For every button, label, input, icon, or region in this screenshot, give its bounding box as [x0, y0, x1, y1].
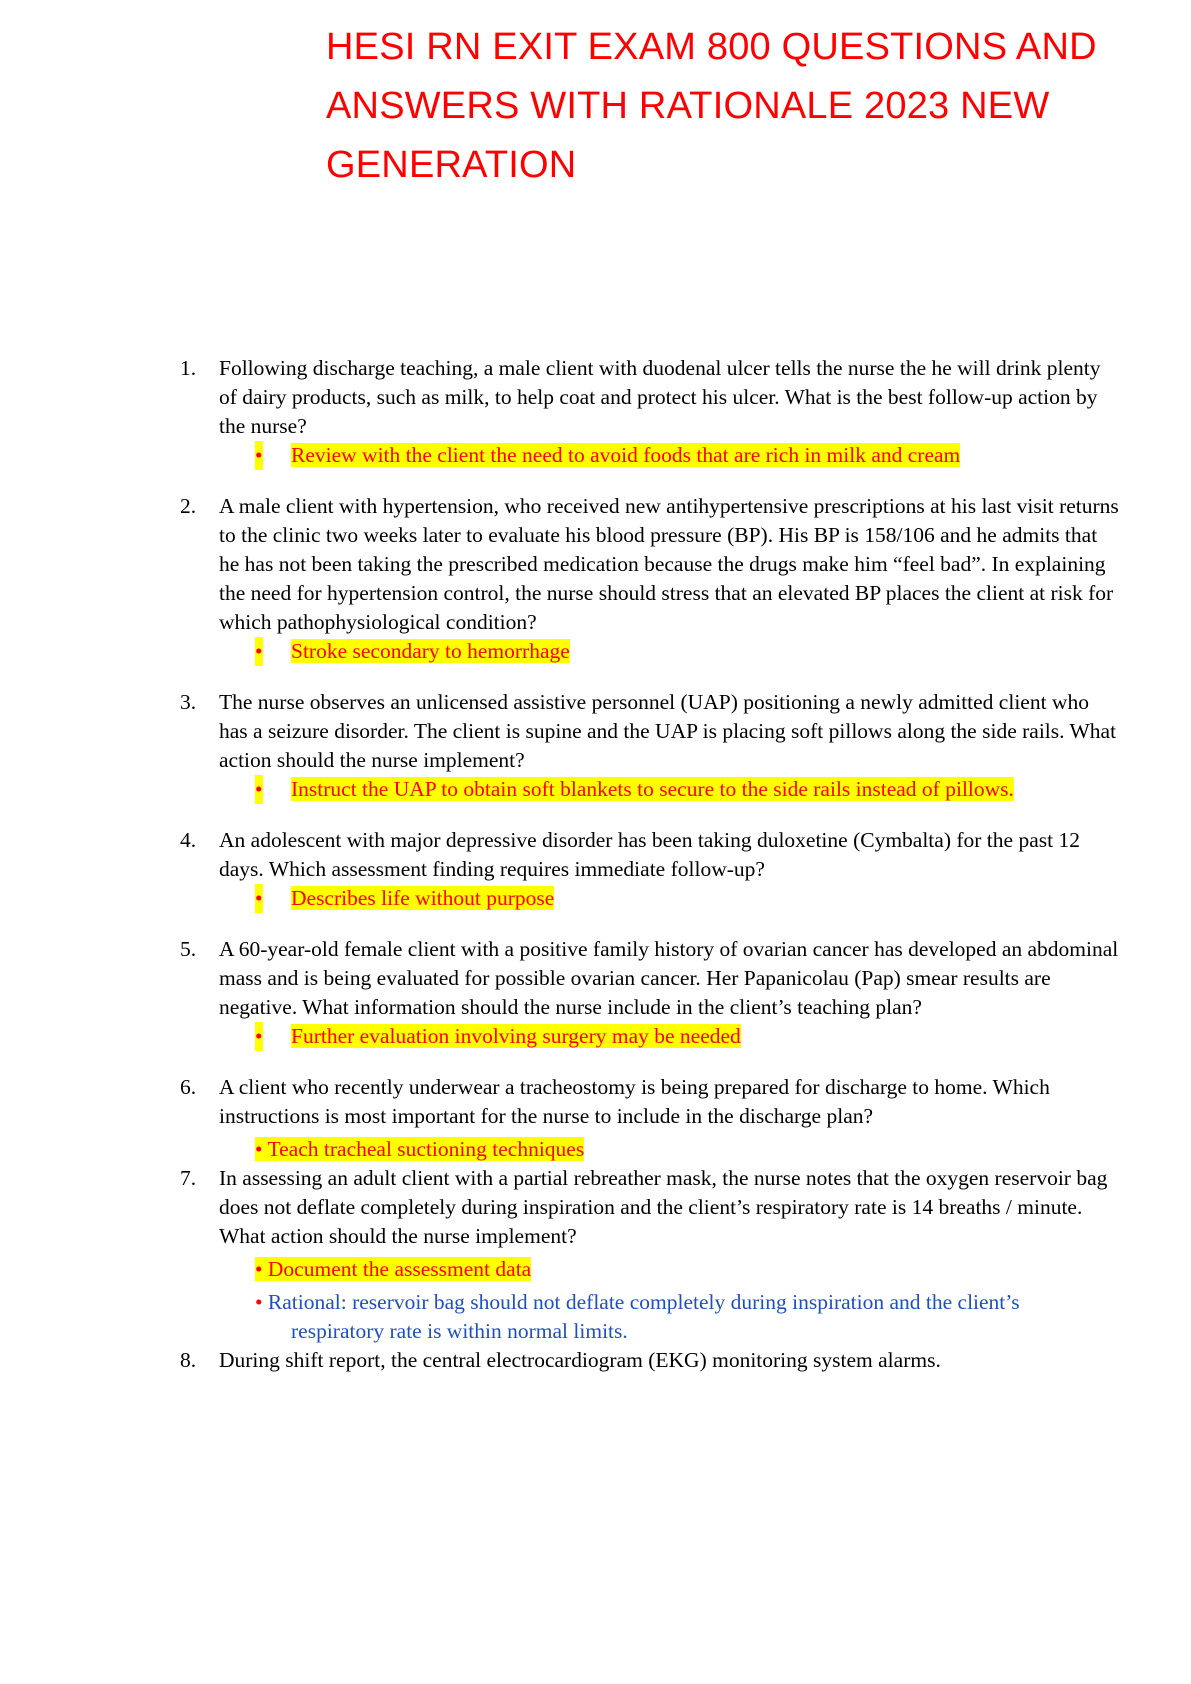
question-list: [180, 354, 1120, 1375]
question-item: [180, 1164, 1120, 1251]
question-number: 5.: [180, 937, 197, 961]
answer-bullet: •: [255, 775, 263, 804]
answer-text: Review with the client the need to avoid foods that are rich in milk and cream: [291, 443, 961, 467]
title-line-3: GENERATION: [326, 144, 577, 186]
question-text: During shift report, the central electrocardiogram (EKG) monitoring system alarms.: [219, 1348, 941, 1372]
answer-item: [255, 775, 1120, 804]
question-text: An adolescent with major depressive disorder has been taking duloxetine (Cymbalta) for the past 12 days. Which assessment finding requires immediate follow-up?: [219, 828, 1080, 881]
rationale-bullet: •: [255, 1290, 263, 1314]
question-item: [180, 826, 1120, 884]
answer-text: Further evaluation involving surgery may be needed: [291, 1024, 741, 1048]
question-text: A 60-year-old female client with a positive family history of ovarian cancer has developed an abdominal mass and is being evaluated for possible ovarian cancer. Her Papanicolau (Pap) smear results are negative. What information should the nurse include in the client’s teaching plan?: [219, 937, 1119, 1019]
answer-item: [255, 441, 1120, 470]
answer-bullet: •: [255, 1022, 263, 1051]
question-number: 6.: [180, 1075, 197, 1099]
answer-text: Instruct the UAP to obtain soft blankets to secure to the side rails instead of pillows.: [291, 777, 1014, 801]
title-line-2: ANSWERS WITH RATIONALE 2023 NEW: [326, 85, 1050, 127]
question-item: [180, 1073, 1120, 1131]
answer-item: [255, 1022, 1120, 1051]
rationale-text-line-1: Rational: reservoir bag should not deflate completely during inspiration and the client’s: [267, 1290, 1020, 1314]
answer-text: Stroke secondary to hemorrhage: [291, 639, 570, 663]
question-item: [180, 935, 1120, 1022]
answer-item: [255, 884, 1120, 913]
answer-text: • Document the assessment data: [255, 1257, 532, 1281]
question-number: 2.: [180, 494, 197, 518]
title-line-1: HESI RN EXIT EXAM 800 QUESTIONS AND: [326, 26, 1097, 68]
question-number: 4.: [180, 828, 197, 852]
question-number: 3.: [180, 690, 197, 714]
answer-item: [255, 1135, 1120, 1164]
question-number: 8.: [180, 1348, 197, 1372]
question-text: A male client with hypertension, who received new antihypertensive prescriptions at his last visit returns to the clinic two weeks later to evaluate his blood pressure (BP). His BP is 158/106 and he admits that he has not been taking the prescribed medication because the drugs make him “feel bad”. In explaining the need for hypertension control, the nurse should stress that an elevated BP places the client at risk for which pathophysiological condition?: [219, 494, 1119, 634]
answer-bullet: •: [255, 441, 263, 470]
question-text: In assessing an adult client with a partial rebreather mask, the nurse notes that the oxygen reservoir bag does not deflate completely during inspiration and the client’s respiratory rate is 14 breaths / minute. What action should the nurse implement?: [219, 1166, 1108, 1248]
rationale-text-line-2: respiratory rate is within normal limits.: [291, 1319, 628, 1343]
answer-item: [255, 637, 1120, 666]
question-number: 7.: [180, 1166, 197, 1190]
answer-item: [255, 1255, 1120, 1284]
question-item: [180, 354, 1120, 441]
question-item: [180, 688, 1120, 775]
question-text: Following discharge teaching, a male client with duodenal ulcer tells the nurse the he will drink plenty of dairy products, such as milk, to help coat and protect his ulcer. What is the best follow-up action by the nurse?: [219, 356, 1101, 438]
question-number: 1.: [180, 356, 197, 380]
answer-text: • Teach tracheal suctioning techniques: [255, 1137, 585, 1161]
question-item: [180, 492, 1120, 637]
answer-bullet: •: [255, 884, 263, 913]
answer-text: Describes life without purpose: [291, 886, 555, 910]
document-title: [326, 18, 1146, 195]
question-text: The nurse observes an unlicensed assistive personnel (UAP) positioning a newly admitted client who has a seizure disorder. The client is supine and the UAP is placing soft pillows along the side rails. What action should the nurse implement?: [219, 690, 1117, 772]
answer-bullet: •: [255, 637, 263, 666]
rationale-item: [255, 1288, 1120, 1346]
question-text: A client who recently underwear a tracheostomy is being prepared for discharge to home. Which instructions is most important for the nurse to include in the discharge plan?: [219, 1075, 1050, 1128]
question-item: [180, 1346, 1120, 1375]
